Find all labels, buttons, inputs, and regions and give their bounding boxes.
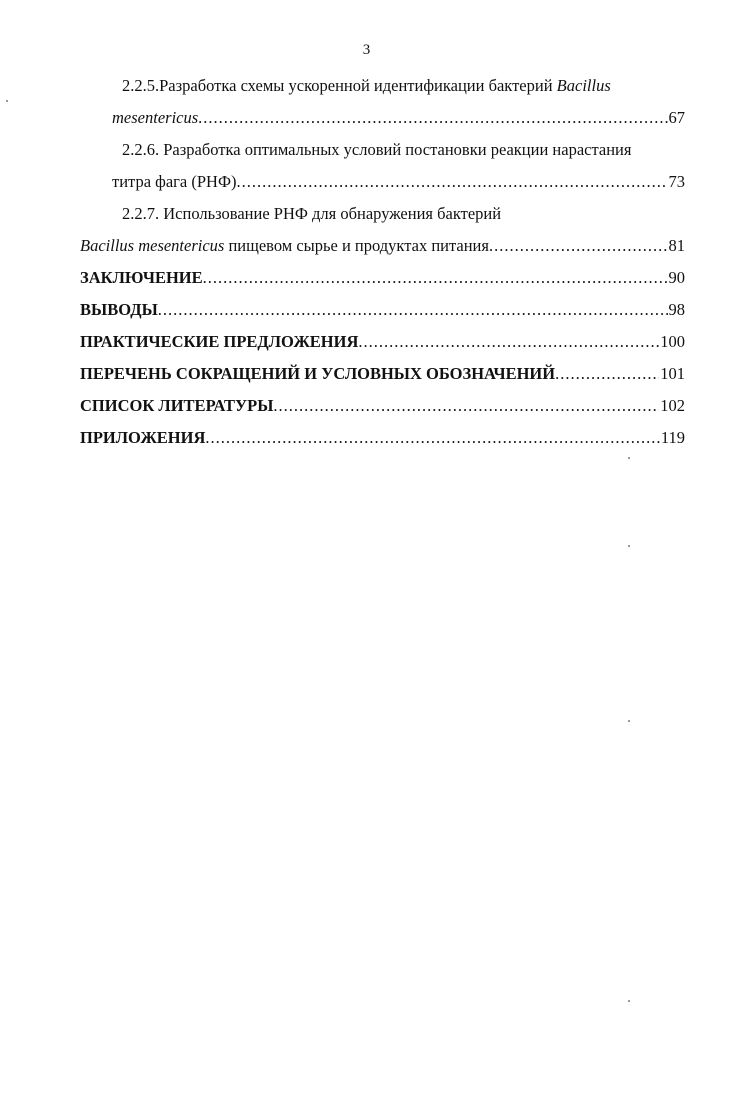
- toc-conclusion-text: ЗАКЛЮЧЕНИЕ: [80, 268, 203, 287]
- toc-practical-text: ПРАКТИЧЕСКИЕ ПРЕДЛОЖЕНИЯ: [80, 332, 359, 351]
- toc-appendices-page: 119: [660, 428, 685, 447]
- toc-item-2-2-5-italic: Bacillus: [556, 76, 611, 95]
- scan-speck: [628, 720, 630, 722]
- toc-item-2-2-6-page: 73: [668, 172, 685, 191]
- toc-item-2-2-7-cont: пищевом сырье и продуктах питания: [224, 236, 489, 255]
- toc-item-appendices[interactable]: [80, 422, 685, 454]
- dot-leader: [237, 166, 668, 198]
- toc-item-2-2-5-text: 2.2.5.Разработка схемы ускоренной идентификации бактерий: [122, 76, 557, 95]
- toc-findings-text: ВЫВОДЫ: [80, 300, 158, 319]
- toc-conclusion-page: 90: [668, 268, 685, 287]
- toc-item-2-2-7-cont-italic: Bacillus mesentericus: [80, 236, 225, 255]
- toc-item-2-2-6-title: [80, 134, 685, 166]
- toc-item-2-2-5-page: 67: [668, 108, 685, 127]
- toc-abbreviations-page: 101: [660, 364, 685, 383]
- toc-item-2-2-6-cont: титра фага (РНФ): [112, 172, 237, 191]
- table-of-contents: [80, 70, 685, 454]
- toc-practical-page: 100: [660, 332, 685, 351]
- toc-findings-page: 98: [668, 300, 685, 319]
- toc-item-2-2-5-cont: mesentericus: [112, 108, 199, 127]
- dot-leader: [489, 230, 668, 262]
- toc-item-conclusion[interactable]: [80, 262, 685, 294]
- toc-item-practical[interactable]: [80, 326, 685, 358]
- toc-item-references[interactable]: [80, 390, 685, 422]
- toc-item-2-2-6-continuation[interactable]: [80, 166, 685, 198]
- toc-item-2-2-7-page: 81: [668, 236, 685, 255]
- toc-references-page: 102: [660, 396, 685, 415]
- toc-references-text: СПИСОК ЛИТЕРАТУРЫ: [80, 396, 274, 415]
- toc-appendices-text: ПРИЛОЖЕНИЯ: [80, 428, 206, 447]
- toc-item-2-2-5-continuation[interactable]: [80, 102, 685, 134]
- scan-speck: [628, 457, 630, 459]
- toc-item-2-2-7-text: 2.2.7. Использование РНФ для обнаружения бактерий: [122, 204, 502, 223]
- dot-leader: [555, 358, 659, 390]
- toc-item-2-2-5-title: [80, 70, 685, 102]
- toc-item-2-2-6-text: 2.2.6. Разработка оптимальных условий постановки реакции нарастания: [122, 140, 632, 159]
- dot-leader: [198, 102, 667, 134]
- dot-leader: [203, 262, 668, 294]
- toc-item-2-2-7-continuation[interactable]: [80, 230, 685, 262]
- toc-abbreviations-text: ПЕРЕЧЕНЬ СОКРАЩЕНИЙ И УСЛОВНЫХ ОБОЗНАЧЕНИЙ: [80, 364, 556, 383]
- toc-item-findings[interactable]: [80, 294, 685, 326]
- dot-leader: [358, 326, 659, 358]
- dot-leader: [273, 390, 659, 422]
- dot-leader: [205, 422, 659, 454]
- scan-speck: [628, 545, 630, 547]
- scan-speck: [628, 1000, 630, 1002]
- toc-item-abbreviations[interactable]: [80, 358, 685, 390]
- scan-speck: [6, 100, 8, 102]
- toc-item-2-2-7-title: [80, 198, 685, 230]
- dot-leader: [158, 294, 668, 326]
- page-number: 3: [362, 42, 371, 58]
